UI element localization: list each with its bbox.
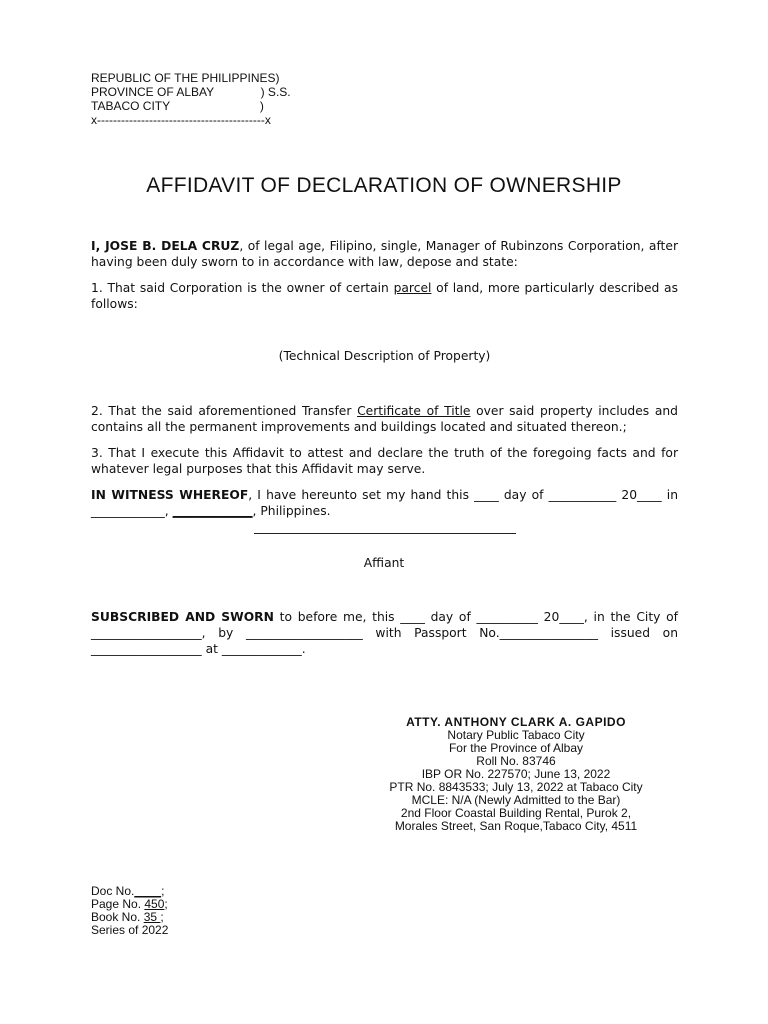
technical-description: (Technical Description of Property) bbox=[278, 349, 491, 363]
witness-paragraph bbox=[91, 487, 678, 519]
item-2-certificate: Certificate of Title bbox=[357, 404, 471, 418]
affiant-signature-line bbox=[254, 533, 516, 534]
subscribed-lead: SUBSCRIBED AND SWORN bbox=[91, 610, 274, 624]
venue-republic: REPUBLIC OF THE PHILIPPINES) bbox=[91, 71, 280, 85]
notarial-register-info bbox=[91, 885, 168, 937]
doc-no-value: ____ bbox=[134, 884, 162, 898]
doc-no-suffix: ; bbox=[161, 884, 165, 898]
notary-line: Morales Street, San Roque,Tabaco City, 4511 bbox=[394, 819, 638, 833]
affiant-name: I, JOSE B. DELA CRUZ bbox=[91, 239, 240, 253]
witness-text: , I have hereunto set my hand this ____ day of ___________ 20____ in ____________, bbox=[91, 488, 678, 518]
venue-separator: x------------------------------------------x bbox=[91, 113, 271, 127]
item-2-text: 2. That the said aforementioned Transfer bbox=[91, 404, 358, 418]
book-no-label: Book No. bbox=[91, 910, 144, 924]
document-title: AFFIDAVIT OF DECLARATION OF OWNERSHIP bbox=[146, 174, 622, 197]
venue-city: TABACO CITY ) bbox=[91, 99, 264, 113]
item-2-text-end: over said property includes and contains all the permanent improvements and buildings located and situated thereon.; bbox=[91, 404, 678, 434]
subscribed-paragraph bbox=[91, 609, 678, 657]
notary-line: Notary Public Tabaco City bbox=[447, 728, 585, 742]
subscribed-text: to before me, this ____ day of __________ 20____, in the City of __________________, by ___________________ with Passport No.________________ issued on __________________ at _____________. bbox=[91, 610, 678, 656]
notary-block bbox=[356, 716, 676, 833]
item-1-parcel: parcel bbox=[393, 281, 432, 295]
venue-block bbox=[91, 71, 291, 127]
page-no-suffix: ; bbox=[164, 897, 168, 911]
item-1-text-end: of land, more particularly described as follows: bbox=[91, 281, 678, 311]
notary-line: For the Province of Albay bbox=[448, 741, 584, 755]
notary-line: PTR No. 8843533; July 13, 2022 at Tabaco City bbox=[389, 780, 643, 794]
witness-tail: , Philippines. bbox=[252, 504, 331, 518]
item-3-paragraph: 3. That I execute this Affidavit to attest and declare the truth of the foregoing facts and for whatever legal purposes that this Affidavit may serve. bbox=[91, 446, 678, 476]
venue-province: PROVINCE OF ALBAY ) S.S. bbox=[91, 85, 291, 99]
doc-no-label: Doc No. bbox=[91, 884, 135, 898]
book-no-value: 35 bbox=[143, 910, 161, 924]
notary-line: 2nd Floor Coastal Building Rental, Purok 2, bbox=[400, 806, 632, 820]
item-1-text: 1. That said Corporation is the owner of certain bbox=[91, 281, 394, 295]
affiant-label: Affiant bbox=[363, 556, 405, 570]
intro-paragraph bbox=[91, 238, 678, 270]
intro-text: , of legal age, Filipino, single, Manager of Rubinzons Corporation, after having been duly sworn to in accordance with law, depose and state: bbox=[91, 239, 679, 269]
page-no-label: Page No. bbox=[91, 897, 145, 911]
item-1-paragraph bbox=[91, 280, 678, 312]
notary-name: ATTY. ANTHONY CLARK A. GAPIDO bbox=[406, 715, 626, 729]
book-no-suffix: ; bbox=[160, 910, 164, 924]
notary-line: IBP OR No. 227570; June 13, 2022 bbox=[421, 767, 611, 781]
witness-lead: IN WITNESS WHEREOF bbox=[91, 488, 249, 502]
item-2-paragraph bbox=[91, 403, 678, 435]
notary-line: MCLE: N/A (Newly Admitted to the Bar) bbox=[411, 793, 621, 807]
series-year: Series of 2022 bbox=[91, 923, 169, 937]
page-no-value: 450 bbox=[144, 897, 165, 911]
witness-place-blank: _____________ bbox=[172, 504, 253, 518]
notary-line: Roll No. 83746 bbox=[476, 754, 556, 768]
